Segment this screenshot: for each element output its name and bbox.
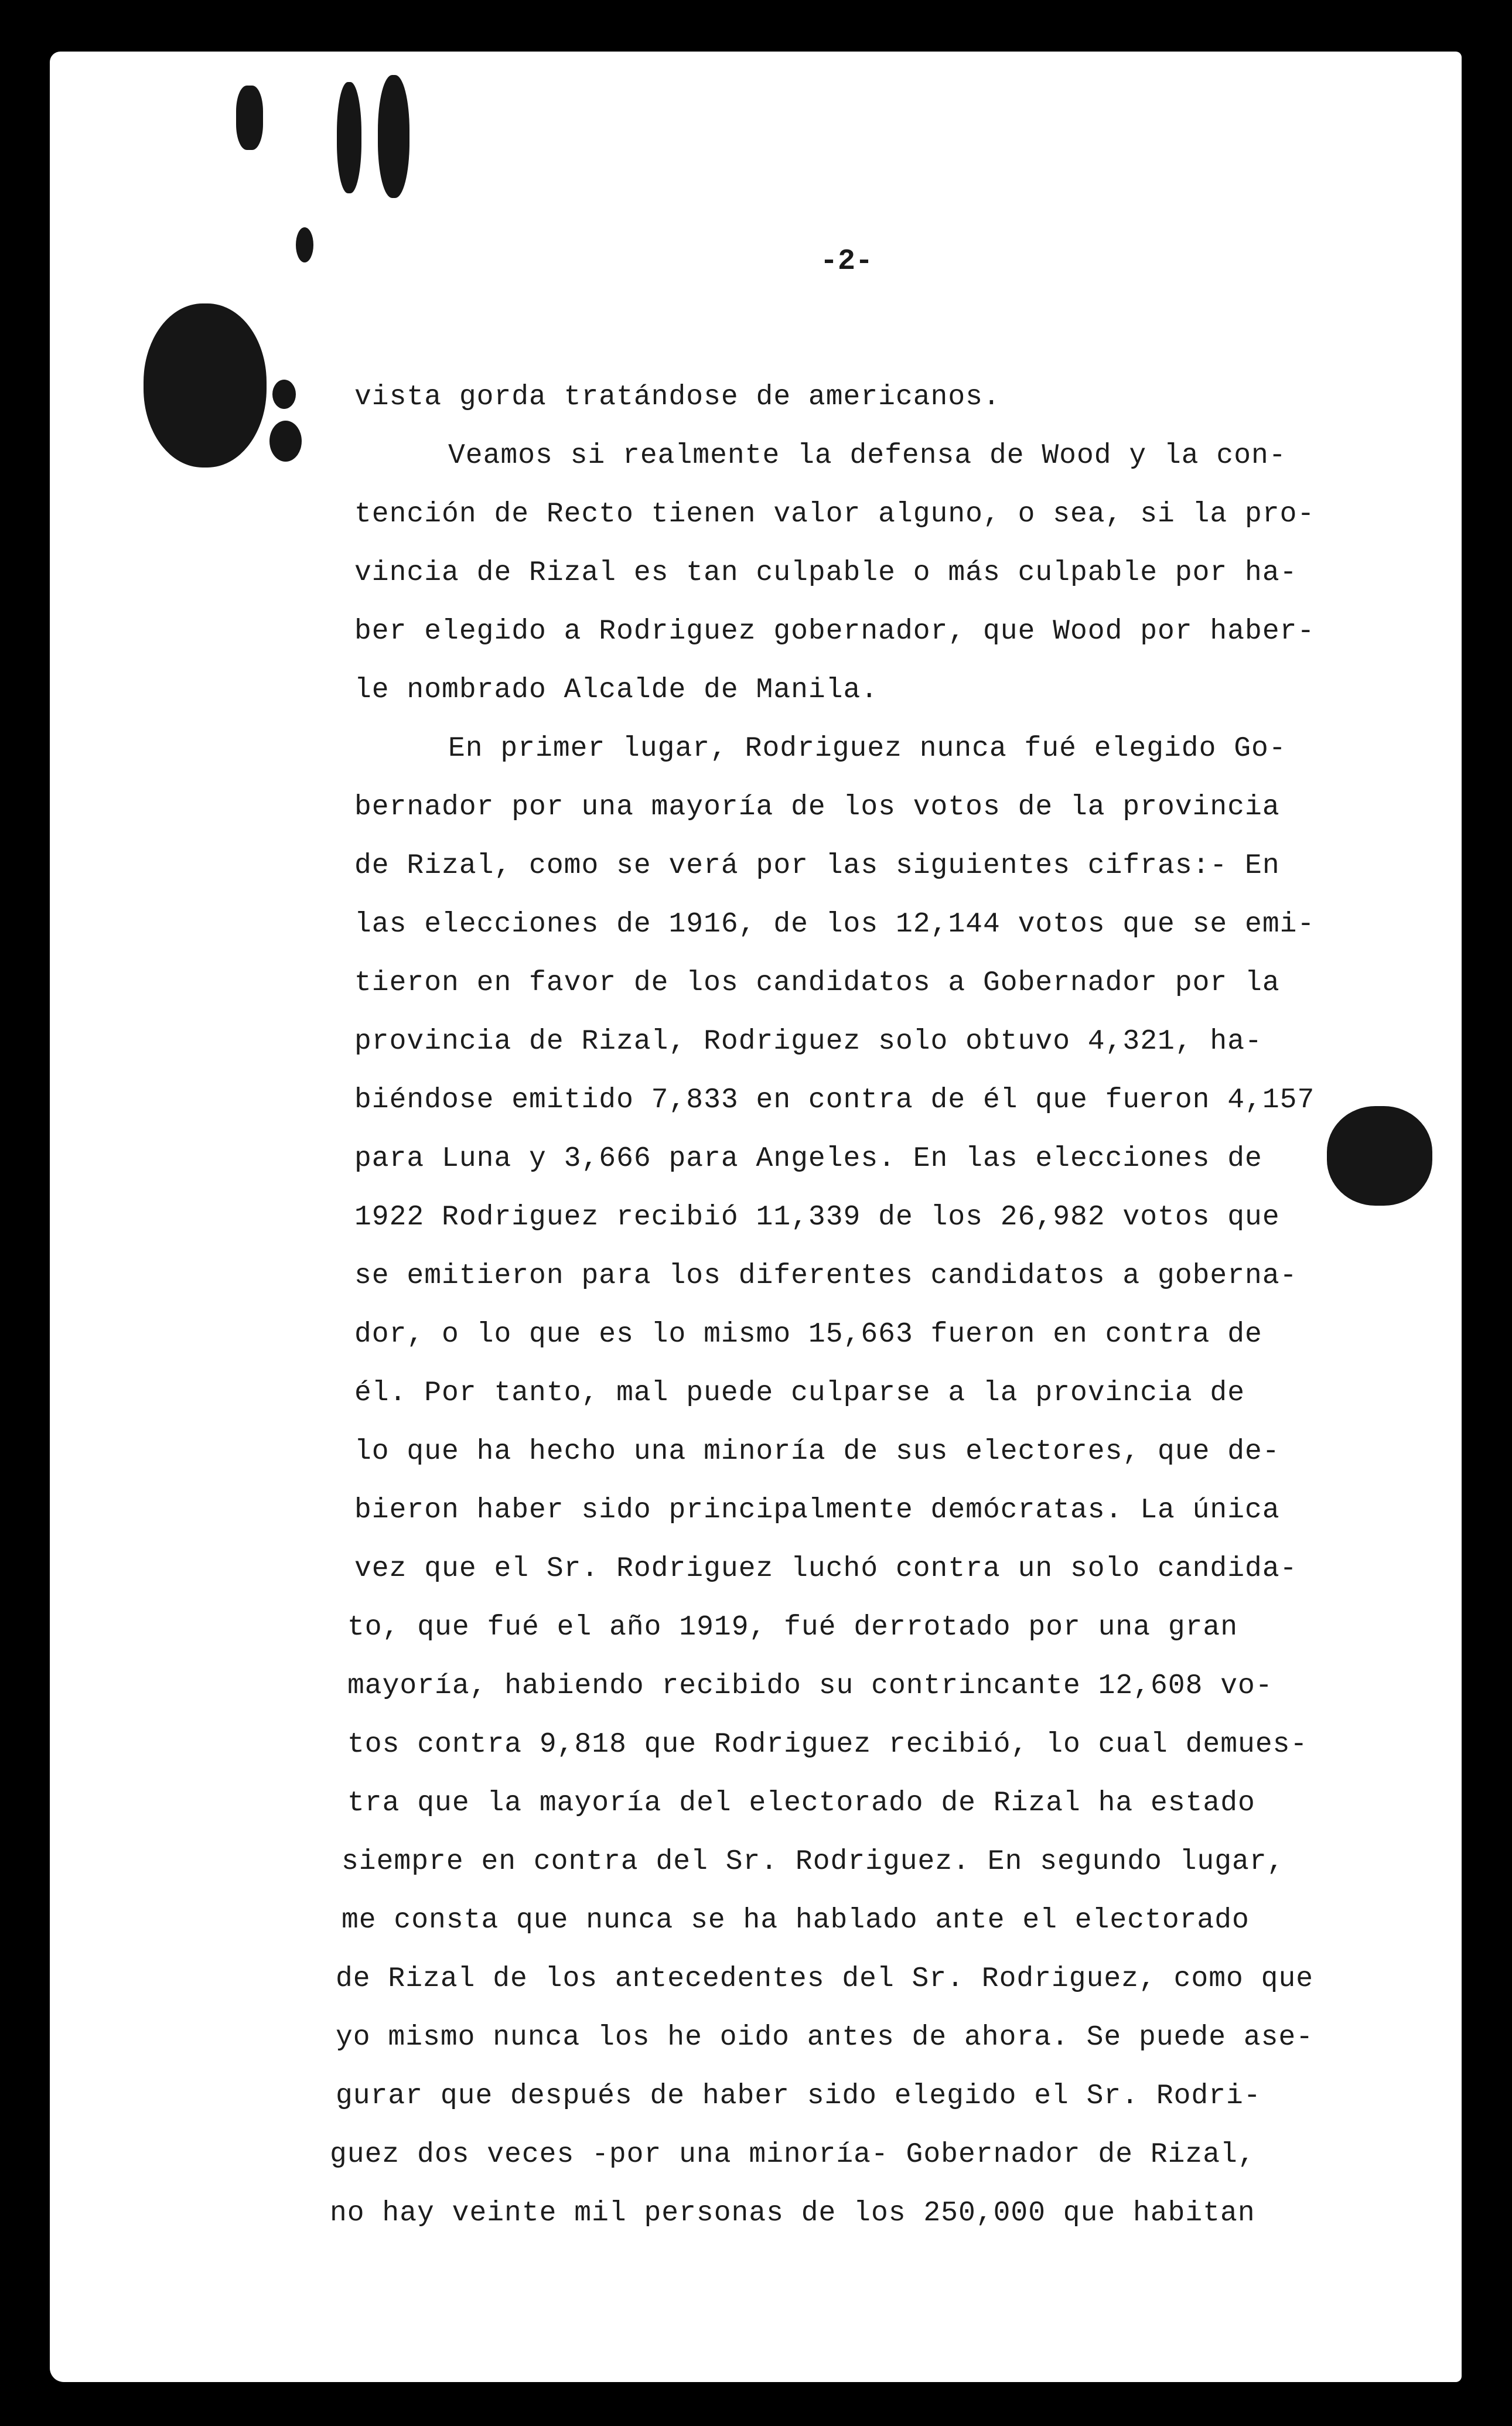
text-line: para Luna y 3,666 para Angeles. En las elecciones de [354, 1143, 1262, 1175]
document-page [50, 52, 1462, 2382]
text-line: tra que la mayoría del electorado de Rizal ha estado [347, 1787, 1255, 1819]
text-line: En primer lugar, Rodriguez nunca fué elegido Go- [448, 733, 1286, 765]
text-line: yo mismo nunca los he oido antes de ahora. Se puede ase- [336, 2022, 1314, 2053]
text-line: vista gorda tratándose de americanos. [354, 381, 1001, 413]
text-line: él. Por tanto, mal puede culparse a la provincia de [354, 1377, 1245, 1409]
text-line: vincia de Rizal es tan culpable o más culpable por ha- [354, 557, 1298, 589]
text-line: bieron haber sido principalmente demócratas. La única [354, 1495, 1280, 1526]
ink-blot-left-margin-3 [269, 421, 302, 462]
page-number: -2- [820, 245, 873, 278]
text-line: las elecciones de 1916, de los 12,144 votos que se emi- [354, 909, 1315, 940]
ink-blot-top-left-3 [378, 75, 409, 198]
text-line: gurar que después de haber sido elegido el Sr. Rodri- [336, 2080, 1261, 2112]
text-line: dor, o lo que es lo mismo 15,663 fueron en contra de [354, 1319, 1262, 1350]
text-line: guez dos veces -por una minoría- Gobernador de Rizal, [330, 2139, 1255, 2171]
text-line: no hay veinte mil personas de los 250,000 que habitan [330, 2198, 1255, 2229]
text-line: biéndose emitido 7,833 en contra de él que fueron 4,157 [354, 1084, 1315, 1116]
text-line: tención de Recto tienen valor alguno, o sea, si la pro- [354, 499, 1315, 530]
text-line: me consta que nunca se ha hablado ante el electorado [342, 1905, 1250, 1936]
text-line: lo que ha hecho una minoría de sus electores, que de- [354, 1436, 1280, 1468]
text-line: to, que fué el año 1919, fué derrotado por una gran [347, 1612, 1238, 1643]
text-line: tos contra 9,818 que Rodriguez recibió, lo cual demues- [347, 1729, 1308, 1760]
text-line: le nombrado Alcalde de Manila. [354, 674, 879, 706]
text-line: 1922 Rodriguez recibió 11,339 de los 26,982 votos que [354, 1202, 1280, 1233]
ink-blot-right-margin [1327, 1106, 1432, 1206]
ink-blot-left-margin-1 [144, 303, 267, 468]
text-line: bernador por una mayoría de los votos de la provincia [354, 791, 1280, 823]
text-line: ber elegido a Rodriguez gobernador, que Wood por haber- [354, 616, 1315, 647]
text-line: de Rizal, como se verá por las siguientes cifras:- En [354, 850, 1280, 882]
body-text [330, 368, 1339, 2243]
text-line: de Rizal de los antecedentes del Sr. Rodriguez, como que [336, 1963, 1314, 1995]
text-line: mayoría, habiendo recibido su contrincante 12,608 vo- [347, 1670, 1273, 1702]
ink-blot-top-left-2 [337, 82, 361, 193]
text-line: vez que el Sr. Rodriguez luchó contra un solo candida- [354, 1553, 1298, 1585]
ink-blot-top-left-1 [236, 86, 263, 150]
text-line: tieron en favor de los candidatos a Gobernador por la [354, 967, 1280, 999]
text-line: se emitieron para los diferentes candidatos a goberna- [354, 1260, 1298, 1292]
text-line: Veamos si realmente la defensa de Wood y la con- [448, 440, 1286, 472]
ink-blot-top-left-4 [296, 227, 313, 262]
text-line: provincia de Rizal, Rodriguez solo obtuvo 4,321, ha- [354, 1026, 1262, 1057]
ink-blot-left-margin-2 [272, 380, 296, 409]
text-line: siempre en contra del Sr. Rodriguez. En segundo lugar, [342, 1846, 1285, 1878]
